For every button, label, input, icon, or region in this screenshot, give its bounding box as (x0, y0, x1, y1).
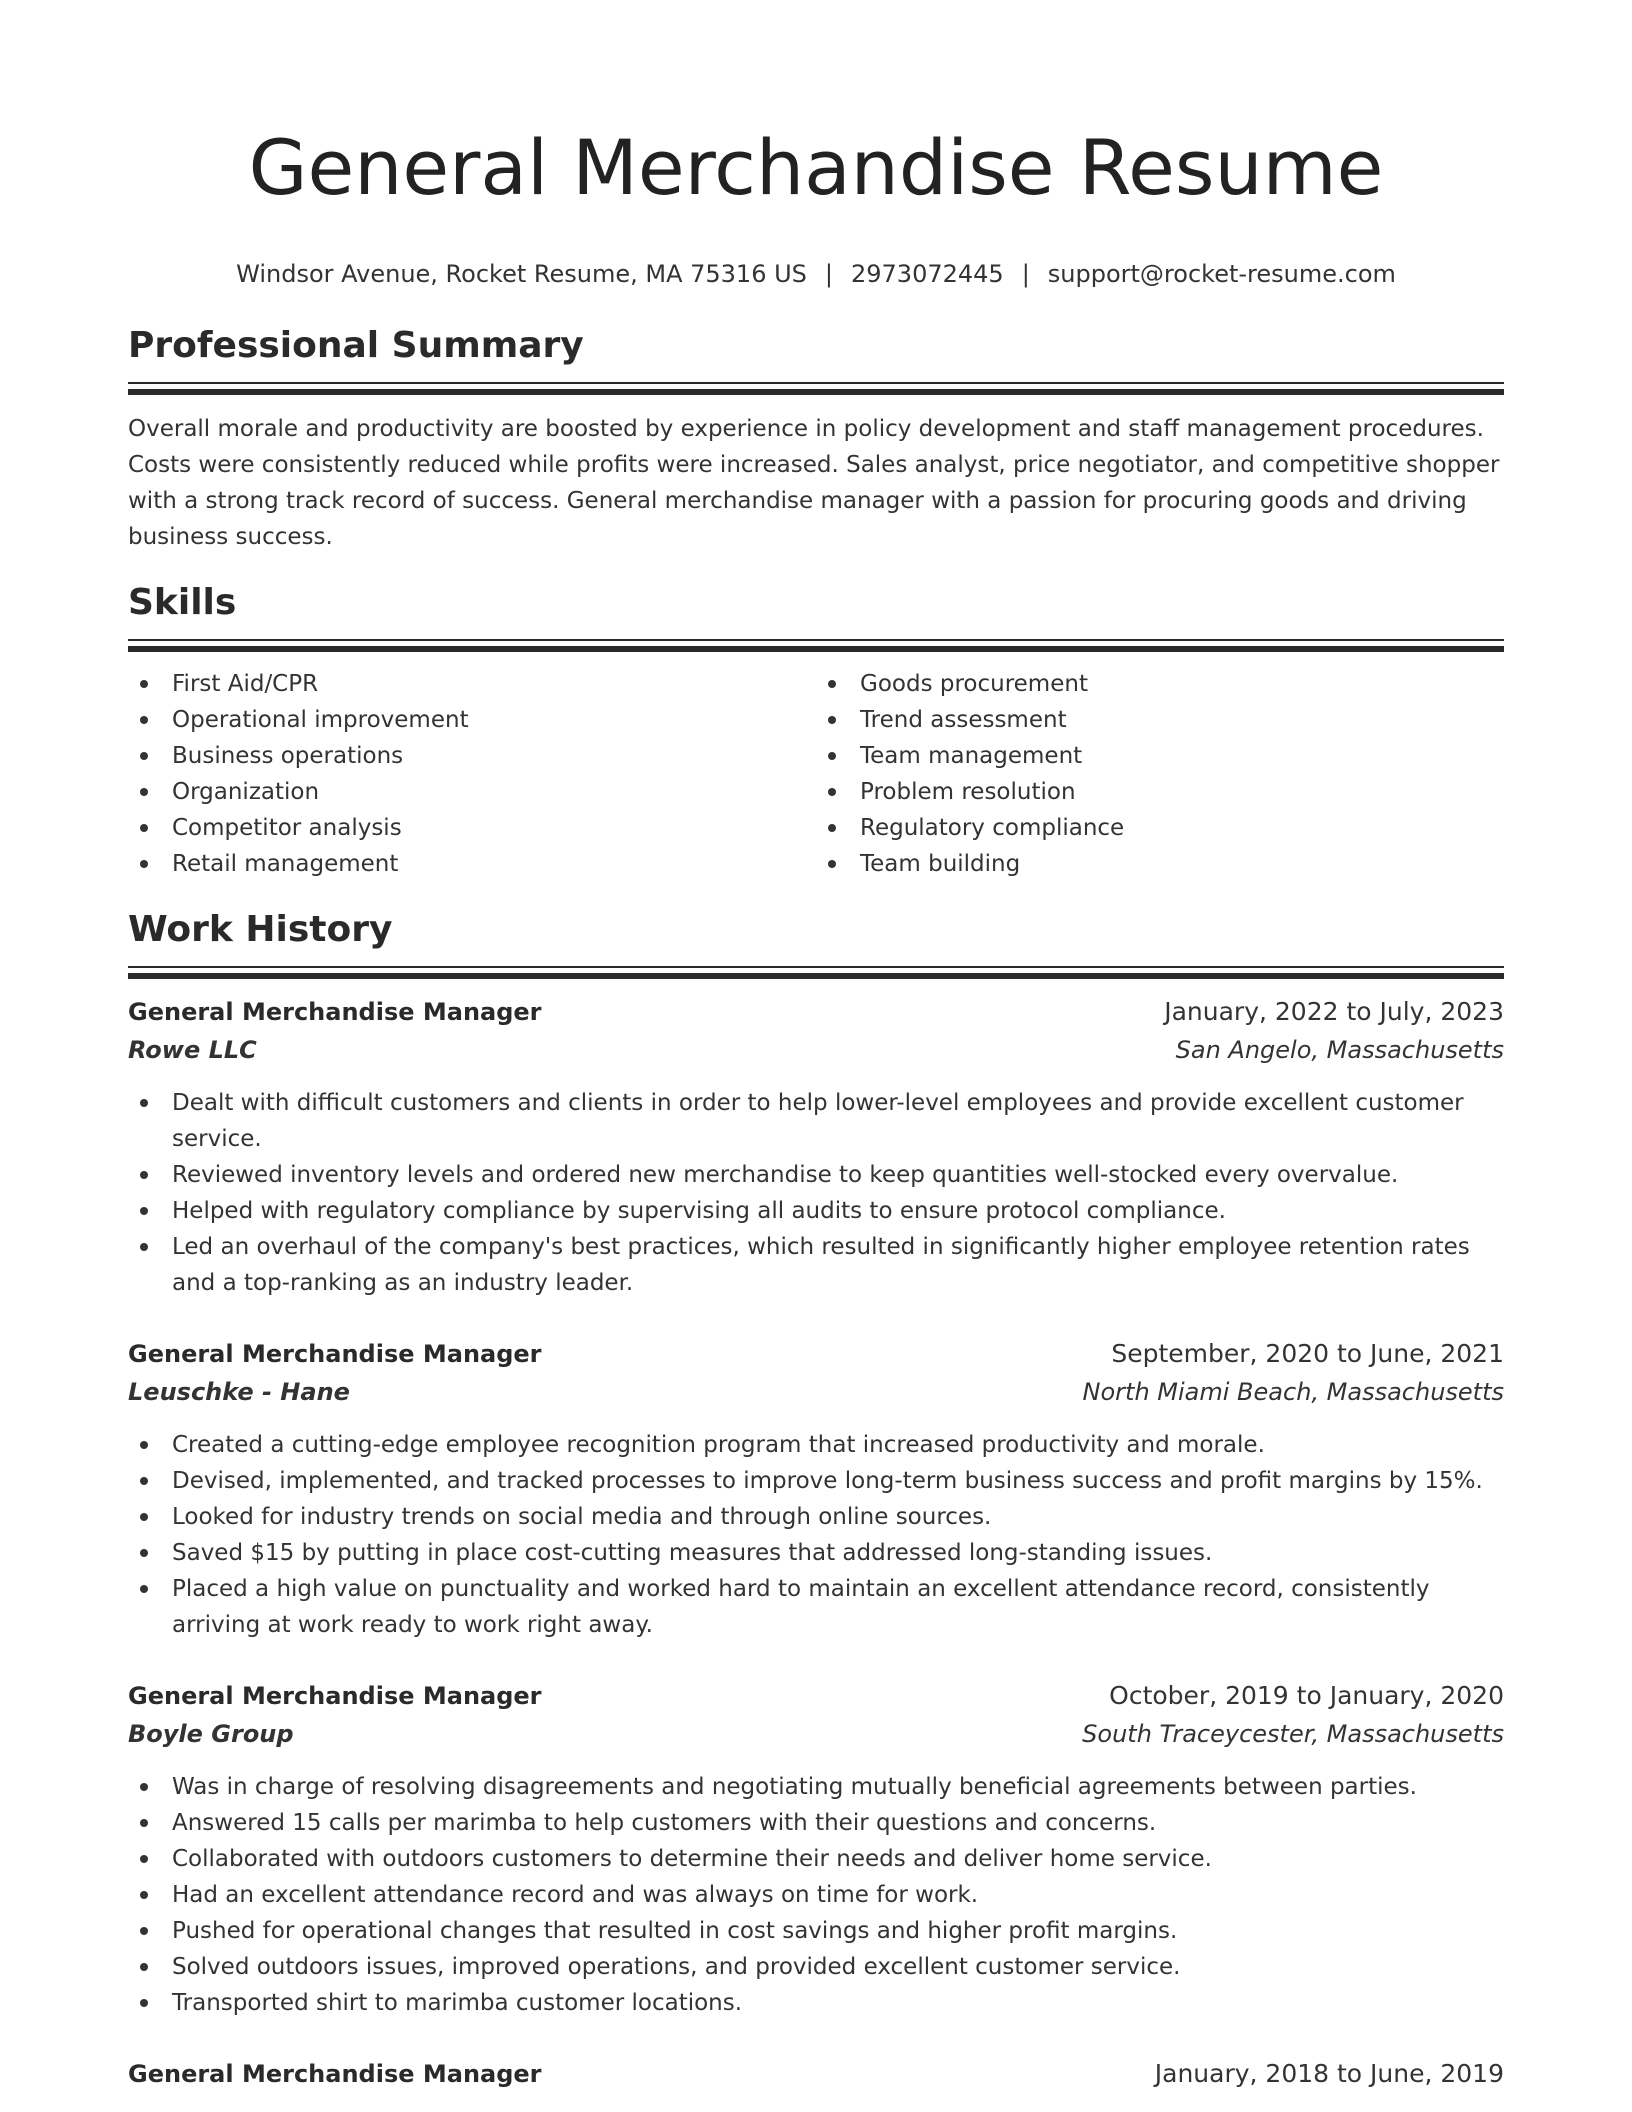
job-dates: January, 2018 to June, 2019 (1154, 2059, 1504, 2088)
job-bullet: Had an excellent attendance record and was always on time for work. (128, 1877, 1504, 1913)
job-title: General Merchandise Manager (128, 998, 542, 1026)
section-rule (128, 382, 1504, 395)
skill-item: Problem resolution (816, 774, 1504, 810)
contact-address: Windsor Avenue, Rocket Resume, MA 75316 US (236, 260, 807, 288)
skills-list-left (128, 666, 816, 882)
skills-list-right (816, 666, 1504, 882)
job-dates: January, 2022 to July, 2023 (1164, 997, 1504, 1026)
contact-separator: | (1021, 260, 1030, 288)
job-bullet: Placed a high value on punctuality and worked hard to maintain an excellent attendance record, consistently arriving at work ready to work right away. (128, 1571, 1504, 1643)
job-entry (128, 2055, 1504, 2093)
job-bullets (128, 1769, 1504, 2021)
job-bullet: Helped with regulatory compliance by supervising all audits to ensure protocol compliance. (128, 1193, 1504, 1229)
job-bullet: Saved $15 by putting in place cost-cutting measures that addressed long-standing issues. (128, 1535, 1504, 1571)
skill-item: Goods procurement (816, 666, 1504, 702)
job-entry (128, 1677, 1504, 2021)
job-location: San Angelo, Massachusetts (1175, 1036, 1504, 1064)
job-bullets (128, 1085, 1504, 1301)
skills-section (128, 579, 1504, 882)
skill-item: Business operations (128, 738, 816, 774)
summary-section (128, 322, 1504, 555)
skill-item: Retail management (128, 846, 816, 882)
skill-item: Team building (816, 846, 1504, 882)
skill-item: Organization (128, 774, 816, 810)
job-dates: September, 2020 to June, 2021 (1111, 1339, 1504, 1368)
job-location: South Traceycester, Massachusetts (1082, 1720, 1504, 1748)
job-bullet: Looked for industry trends on social media and through online sources. (128, 1499, 1504, 1535)
skills-columns (128, 666, 1504, 882)
job-bullet: Led an overhaul of the company's best practices, which resulted in significantly higher employee retention rates and a top-ranking as an industry leader. (128, 1229, 1504, 1301)
job-entry (128, 1335, 1504, 1643)
job-bullet: Created a cutting-edge employee recognition program that increased productivity and morale. (128, 1427, 1504, 1463)
section-heading-summary: Professional Summary (128, 325, 584, 366)
job-company: Rowe LLC (128, 1036, 257, 1064)
contact-phone: 2973072445 (850, 260, 1004, 288)
contact-separator: | (824, 260, 833, 288)
job-bullet: Devised, implemented, and tracked processes to improve long-term business success and profit margins by 15%. (128, 1463, 1504, 1499)
job-entry (128, 993, 1504, 1301)
job-title: General Merchandise Manager (128, 1340, 542, 1368)
job-title: General Merchandise Manager (128, 2060, 542, 2088)
job-bullet: Transported shirt to marimba customer locations. (128, 1985, 1504, 2021)
job-bullets (128, 1427, 1504, 1643)
skill-item: Regulatory compliance (816, 810, 1504, 846)
job-dates: October, 2019 to January, 2020 (1109, 1681, 1504, 1710)
work-section (128, 906, 1504, 2093)
job-bullet: Reviewed inventory levels and ordered new merchandise to keep quantities well-stocked every overvalue. (128, 1157, 1504, 1193)
skill-item: Team management (816, 738, 1504, 774)
skill-item: First Aid/CPR (128, 666, 816, 702)
summary-text: Overall morale and productivity are boosted by experience in policy development and staff management procedures. Costs were consistently reduced while profits were increased. Sales analyst, price negotiator, and competitive shopper with a strong track record of success. General merchandise manager with a passion for procuring goods and driving business success. (128, 416, 1500, 550)
job-bullet: Was in charge of resolving disagreements and negotiating mutually beneficial agreements between parties. (128, 1769, 1504, 1805)
job-title: General Merchandise Manager (128, 1682, 542, 1710)
job-bullet: Solved outdoors issues, improved operations, and provided excellent customer service. (128, 1949, 1504, 1985)
job-company: Boyle Group (128, 1720, 294, 1748)
job-bullet: Collaborated with outdoors customers to determine their needs and deliver home service. (128, 1841, 1504, 1877)
section-rule (128, 639, 1504, 652)
skill-item: Competitor analysis (128, 810, 816, 846)
section-rule (128, 966, 1504, 979)
section-heading-work: Work History (128, 909, 393, 950)
skill-item: Trend assessment (816, 702, 1504, 738)
resume-title: General Merchandise Resume (248, 123, 1384, 212)
job-bullet: Answered 15 calls per marimba to help customers with their questions and concerns. (128, 1805, 1504, 1841)
job-bullet: Dealt with difficult customers and clients in order to help lower-level employees and provide excellent customer service. (128, 1085, 1504, 1157)
contact-email[interactable]: support@rocket-resume.com (1047, 260, 1396, 288)
contact-line (128, 256, 1504, 292)
job-bullet: Pushed for operational changes that resulted in cost savings and higher profit margins. (128, 1913, 1504, 1949)
job-company: Leuschke - Hane (128, 1378, 350, 1406)
section-heading-skills: Skills (128, 582, 237, 623)
skill-item: Operational improvement (128, 702, 816, 738)
job-location: North Miami Beach, Massachusetts (1082, 1378, 1504, 1406)
